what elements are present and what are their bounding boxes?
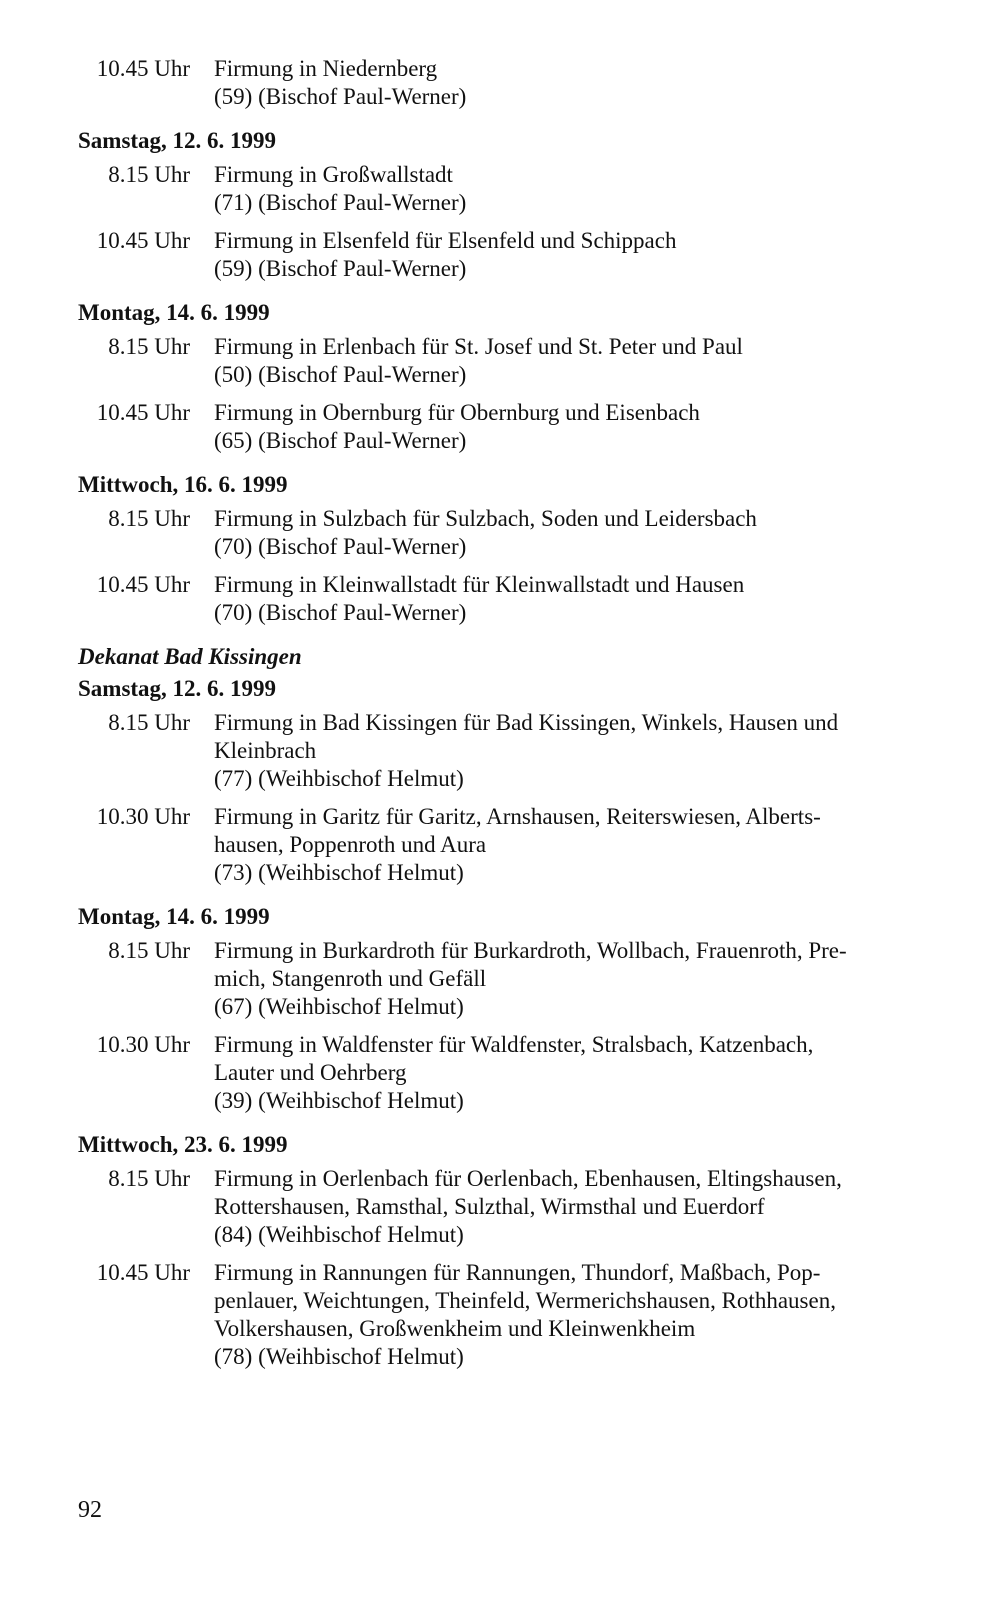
entry-line: (70) (Bischof Paul-Werner) [214,534,467,559]
entry-time: 10.30 Uhr [96,1032,190,1057]
entry-line: (50) (Bischof Paul-Werner) [214,362,467,387]
schedule-content [78,55,960,1381]
entry-line: hausen, Poppenroth und Aura [214,832,487,857]
entry-line: Firmung in Waldfenster für Waldfenster, Stralsbach, Katzenbach, [214,1032,814,1057]
entry-description [214,333,960,389]
deanery-heading: Dekanat Bad Kissingen [78,644,302,669]
entry-line: Firmung in Burkardroth für Burkardroth, Wollbach, Frauenroth, Pre- [214,938,847,963]
page-number: 92 [78,1497,102,1523]
entry-time: 8.15 Uhr [108,1166,190,1191]
day-heading: Montag, 14. 6. 1999 [78,300,270,325]
day-heading: Mittwoch, 23. 6. 1999 [78,1132,288,1157]
schedule-entry [78,333,960,389]
entry-description [214,709,960,793]
entry-line: (77) (Weihbischof Helmut) [214,766,464,791]
schedule-entry [78,505,960,561]
day-heading: Samstag, 12. 6. 1999 [78,676,277,701]
schedule-entry [78,803,960,887]
entry-description [214,505,960,561]
entry-line: Firmung in Obernburg für Obernburg und Eisenbach [214,400,700,425]
entry-line: Firmung in Elsenfeld für Elsenfeld und Schippach [214,228,677,253]
day-heading: Mittwoch, 16. 6. 1999 [78,472,288,497]
schedule-entry [78,1165,960,1249]
entry-time: 10.45 Uhr [96,1260,190,1285]
entry-line: Firmung in Bad Kissingen für Bad Kissingen, Winkels, Hausen und [214,710,839,735]
schedule-entry [78,1259,960,1371]
schedule-entry [78,571,960,627]
entry-line: Firmung in Niedernberg [214,56,438,81]
entry-line: Kleinbrach [214,738,317,763]
schedule-entry [78,161,960,217]
entry-description [214,1031,960,1115]
schedule-entry [78,399,960,455]
entry-time: 10.45 Uhr [96,572,190,597]
entry-description [214,399,960,455]
schedule-entry [78,227,960,283]
entry-time: 8.15 Uhr [108,938,190,963]
entry-description [214,571,960,627]
entry-time: 8.15 Uhr [108,162,190,187]
schedule-entry [78,55,960,111]
entry-line: Volkershausen, Großwenkheim und Kleinwenkheim [214,1316,696,1341]
entry-line: Firmung in Rannungen für Rannungen, Thundorf, Maßbach, Pop- [214,1260,821,1285]
entry-line: (67) (Weihbischof Helmut) [214,994,464,1019]
entry-line: (39) (Weihbischof Helmut) [214,1088,464,1113]
entry-line: Lauter und Oehrberg [214,1060,407,1085]
entry-time: 10.45 Uhr [96,228,190,253]
entry-line: (73) (Weihbischof Helmut) [214,860,464,885]
entry-description [214,1165,960,1249]
entry-line: (71) (Bischof Paul-Werner) [214,190,467,215]
entry-time: 8.15 Uhr [108,334,190,359]
entry-line: Rottershausen, Ramsthal, Sulzthal, Wirmsthal und Euerdorf [214,1194,765,1219]
entry-line: (59) (Bischof Paul-Werner) [214,256,467,281]
entry-description [214,1259,960,1371]
entry-line: (78) (Weihbischof Helmut) [214,1344,464,1369]
entry-time: 8.15 Uhr [108,710,190,735]
entry-time: 10.30 Uhr [96,804,190,829]
entry-line: Firmung in Sulzbach für Sulzbach, Soden und Leidersbach [214,506,757,531]
entry-line: Firmung in Kleinwallstadt für Kleinwallstadt und Hausen [214,572,745,597]
entry-line: Firmung in Garitz für Garitz, Arnshausen, Reiterswiesen, Alberts- [214,804,821,829]
entry-description [214,55,960,111]
entry-line: (59) (Bischof Paul-Werner) [214,84,467,109]
entry-time: 10.45 Uhr [96,56,190,81]
entry-line: Firmung in Großwallstadt [214,162,453,187]
entry-line: penlauer, Weichtungen, Theinfeld, Wermerichshausen, Rothhausen, [214,1288,836,1313]
schedule-entry [78,937,960,1021]
entry-time: 10.45 Uhr [96,400,190,425]
entry-line: (70) (Bischof Paul-Werner) [214,600,467,625]
entry-description [214,161,960,217]
schedule-entry [78,709,960,793]
entry-description [214,937,960,1021]
entry-time: 8.15 Uhr [108,506,190,531]
schedule-entry [78,1031,960,1115]
entry-line: mich, Stangenroth und Gefäll [214,966,487,991]
day-heading: Samstag, 12. 6. 1999 [78,128,277,153]
entry-description [214,227,960,283]
entry-description [214,803,960,887]
entry-line: (65) (Bischof Paul-Werner) [214,428,467,453]
entry-line: (84) (Weihbischof Helmut) [214,1222,464,1247]
day-heading: Montag, 14. 6. 1999 [78,904,270,929]
entry-line: Firmung in Oerlenbach für Oerlenbach, Ebenhausen, Eltingshausen, [214,1166,842,1191]
entry-line: Firmung in Erlenbach für St. Josef und St. Peter und Paul [214,334,743,359]
